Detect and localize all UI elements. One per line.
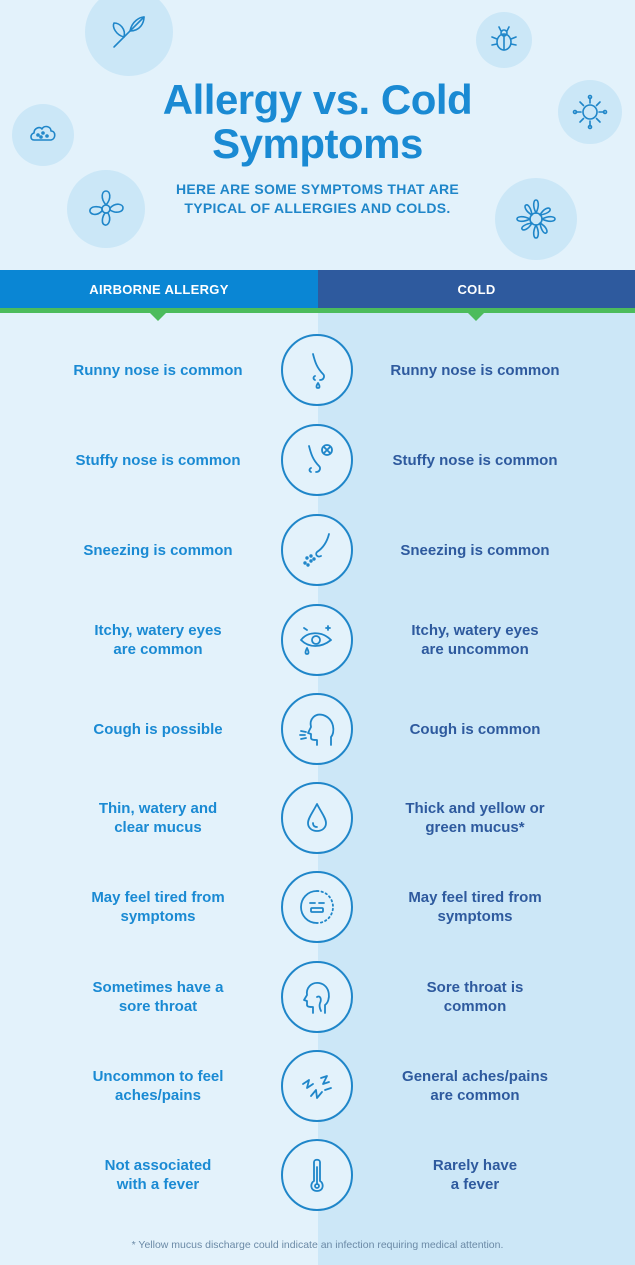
- sore-throat-icon: [281, 961, 353, 1033]
- allergy-symptom: Sometimes have a sore throat: [92, 979, 224, 1015]
- symptom-row-fever: [0, 1130, 635, 1220]
- stuffy-nose-icon: [281, 424, 353, 496]
- allergy-symptom: Uncommon to feel aches/pains: [92, 1068, 224, 1104]
- cold-symptom: Cough is common: [409, 720, 541, 738]
- cold-pointer: [468, 313, 484, 321]
- allergy-symptom: Itchy, watery eyes are common: [94, 622, 222, 658]
- subtitle-line-1: HERE ARE SOME SYMPTOMS THAT ARE: [175, 181, 460, 197]
- allergy-symptom: Runny nose is common: [73, 361, 243, 379]
- title-line-2: Symptoms: [212, 120, 423, 167]
- sneeze-icon: [281, 514, 353, 586]
- cold-symptom: Thick and yellow or green mucus*: [405, 800, 545, 836]
- allergy-symptom: Stuffy nose is common: [75, 451, 241, 469]
- cold-symptom: Itchy, watery eyes are uncommon: [411, 622, 539, 658]
- hero-section: [0, 0, 635, 270]
- symptom-row-aches: [0, 1041, 635, 1131]
- flower-icon: [67, 170, 145, 248]
- aches-pains-icon: [281, 1050, 353, 1122]
- symptom-row-tired: [0, 862, 635, 952]
- symptom-row-cough: [0, 684, 635, 774]
- cold-symptom: Sore throat is common: [426, 979, 524, 1015]
- allergy-symptom: Sneezing is common: [83, 541, 233, 559]
- cold-symptom: Runny nose is common: [390, 361, 560, 379]
- runny-nose-icon: [281, 334, 353, 406]
- allergy-symptom: May feel tired from symptoms: [91, 889, 225, 925]
- cold-symptom: May feel tired from symptoms: [408, 889, 542, 925]
- allergy-pointer: [150, 313, 166, 321]
- symptom-row-sore-throat: [0, 952, 635, 1042]
- cold-symptom: Rarely have a fever: [432, 1157, 518, 1193]
- daisy-icon: [495, 178, 577, 260]
- page-subtitle: [150, 180, 485, 218]
- cold-symptom: Sneezing is common: [400, 541, 550, 559]
- symptom-row-runny-nose: [0, 325, 635, 415]
- symptom-row-itchy-eyes: [0, 595, 635, 685]
- bug-icon: [476, 12, 532, 68]
- leaf-icon: [85, 0, 173, 76]
- thermometer-icon: [281, 1139, 353, 1211]
- mucus-drop-icon: [281, 782, 353, 854]
- tired-face-icon: [281, 871, 353, 943]
- allergy-symptom: Thin, watery and clear mucus: [98, 800, 218, 836]
- page-title: [0, 78, 635, 166]
- cough-icon: [281, 693, 353, 765]
- allergy-column-header: AIRBORNE ALLERGY: [0, 270, 318, 308]
- allergy-symptom: Cough is possible: [93, 720, 223, 738]
- itchy-eye-icon: [281, 604, 353, 676]
- title-line-1: Allergy vs. Cold: [162, 76, 473, 123]
- footnote: * Yellow mucus discharge could indicate an infection requiring medical attention.: [131, 1239, 504, 1251]
- cold-symptom: Stuffy nose is common: [392, 451, 558, 469]
- cold-symptom: General aches/pains are common: [402, 1068, 548, 1104]
- subtitle-line-2: TYPICAL OF ALLERGIES AND COLDS.: [184, 200, 451, 216]
- symptom-row-sneezing: [0, 505, 635, 595]
- symptom-row-mucus: [0, 773, 635, 863]
- cold-column-header: COLD: [318, 270, 635, 308]
- allergy-symptom: Not associated with a fever: [104, 1157, 212, 1193]
- symptom-row-stuffy-nose: [0, 415, 635, 505]
